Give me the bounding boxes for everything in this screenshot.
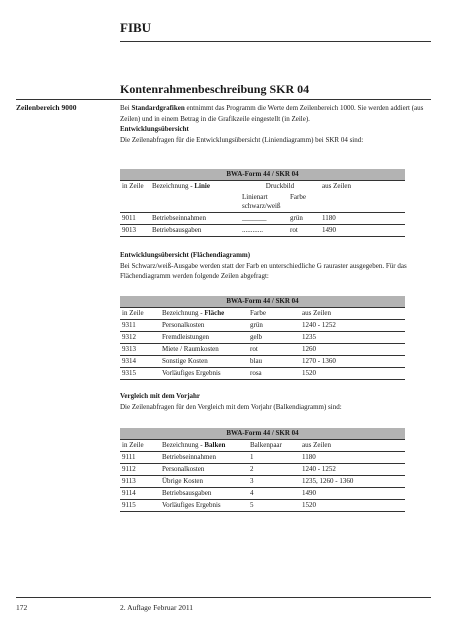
section-rule xyxy=(16,99,431,100)
table-row xyxy=(120,356,405,368)
cell-aus: 1180 xyxy=(300,452,405,464)
cell-aus: 1235, 1260 - 1360 xyxy=(300,476,405,488)
cell-aus: 1520 xyxy=(300,500,405,512)
table-row xyxy=(120,332,405,344)
table-balken xyxy=(120,428,405,512)
table-row xyxy=(120,213,405,225)
cell-aus: 1270 - 1360 xyxy=(300,356,405,368)
table-flaeche xyxy=(120,296,405,380)
cell-bez: Miete / Raumkosten xyxy=(160,344,248,356)
cell-bez: Sonstige Kosten xyxy=(160,356,248,368)
cell-in: 9311 xyxy=(120,320,160,332)
cell-paar: 1 xyxy=(248,452,300,464)
col-header-farbe: Farbe xyxy=(248,308,300,320)
table-row xyxy=(120,344,405,356)
cell-farbe: grün xyxy=(248,320,300,332)
cell-bez: Betriebsausgaben xyxy=(160,488,248,500)
page-number: 172 xyxy=(16,603,28,612)
intro-text-end: entnimmt das Programm die Werte dem Zeilenbereich 1000. Sie werden addiert (aus Zeilen) und in einem Betrag in die Grafikzeile eingestellt (in Zeile). xyxy=(120,104,424,123)
table-row xyxy=(120,225,405,237)
cell-bez: Betriebseinnahmen xyxy=(150,213,240,225)
col-header-bez-bold: Balken xyxy=(204,441,226,449)
col-header-in: in Zeile xyxy=(120,308,160,320)
table-linie xyxy=(120,169,405,237)
col-header-bez xyxy=(150,181,240,193)
cell-paar: 2 xyxy=(248,464,300,476)
cell-in: 9114 xyxy=(120,488,160,500)
intro-block xyxy=(120,103,432,145)
col-header-bez-bold: Linie xyxy=(194,182,210,190)
cell-in: 9112 xyxy=(120,464,160,476)
cell-farbe: rot xyxy=(288,225,320,237)
cell-paar: 5 xyxy=(248,500,300,512)
col-header-bez xyxy=(160,440,248,452)
cell-bez: Personalkosten xyxy=(160,320,248,332)
block3-heading: Vergleich mit dem Vorjahr xyxy=(120,392,201,400)
table-row xyxy=(120,368,405,380)
cell-linie: _______ xyxy=(240,213,288,225)
header-rule xyxy=(120,41,431,42)
cell-aus: 1260 xyxy=(300,344,405,356)
table-row xyxy=(120,476,405,488)
cell-in: 9315 xyxy=(120,368,160,380)
col-header-bez-bold: Fläche xyxy=(204,309,225,317)
cell-in: 9111 xyxy=(120,452,160,464)
cell-in: 9113 xyxy=(120,476,160,488)
footer-rule xyxy=(16,597,431,598)
cell-bez: Betriebseinnahmen xyxy=(160,452,248,464)
col-header-bez-prefix: Bezeichnung - xyxy=(162,441,205,449)
block3-text: Die Zeilenabfragen für den Vergleich mit dem Vorjahr (Balkendiagramm) sind: xyxy=(120,402,342,411)
header-title: FIBU xyxy=(120,20,152,35)
side-label: Zeilenbereich 9000 xyxy=(16,103,77,112)
intro-paragraph xyxy=(120,103,432,124)
table-title: BWA-Form 44 / SKR 04 xyxy=(120,296,405,308)
table-row xyxy=(120,488,405,500)
table-row xyxy=(120,500,405,512)
cell-farbe: grün xyxy=(288,213,320,225)
cell-aus: 1235 xyxy=(300,332,405,344)
col-header-bez-prefix: Bezeichnung - xyxy=(162,309,205,317)
block2-text: Bei Schwarz/weiß-Ausgabe werden statt der Farb en unterschiedliche G rauraster ausgegeben. Für das Flächendiagramm werden folgende Zeilen abgefragt: xyxy=(120,261,407,280)
cell-farbe: rosa xyxy=(248,368,300,380)
cell-bez: Vorläufiges Ergebnis xyxy=(160,500,248,512)
cell-bez: Fremdleistungen xyxy=(160,332,248,344)
col-header-in: in Zeile xyxy=(120,440,160,452)
cell-aus: 1180 xyxy=(320,213,405,225)
cell-farbe: rot xyxy=(248,344,300,356)
cell-aus: 1520 xyxy=(300,368,405,380)
table-row xyxy=(120,452,405,464)
block2-heading: Entwicklungsübersicht (Flächendiagramm) xyxy=(120,251,251,259)
col-header-balkenpaar: Balkenpaar xyxy=(248,440,300,452)
col-header-druckbild: Druckbild xyxy=(240,181,320,193)
section-title: Kontenrahmenbeschreibung SKR 04 xyxy=(120,82,310,96)
cell-bez: Übrige Kosten xyxy=(160,476,248,488)
cell-aus: 1490 xyxy=(300,488,405,500)
table-row xyxy=(120,320,405,332)
cell-farbe: blau xyxy=(248,356,300,368)
col-header-linienart: Linienart schwarz/weiß xyxy=(242,193,281,210)
table-title: BWA-Form 44 / SKR 04 xyxy=(120,428,405,440)
cell-bez: Betriebsausgaben xyxy=(150,225,240,237)
cell-linie: ............ xyxy=(240,225,288,237)
block3 xyxy=(120,391,432,412)
cell-paar: 3 xyxy=(248,476,300,488)
cell-bez: Personalkosten xyxy=(160,464,248,476)
col-header-farbe: Farbe xyxy=(290,193,306,201)
block1-heading: Entwicklungsübersicht xyxy=(120,125,189,133)
block2 xyxy=(120,250,432,282)
cell-paar: 4 xyxy=(248,488,300,500)
intro-bold: Standardgrafiken xyxy=(131,104,185,112)
col-header-aus: aus Zeilen xyxy=(300,308,405,320)
col-header-bez xyxy=(160,308,248,320)
col-header-aus: aus Zeilen xyxy=(320,181,405,193)
cell-in: 9011 xyxy=(120,213,150,225)
cell-in: 9313 xyxy=(120,344,160,356)
block1-text: Die Zeilenabfragen für die Entwicklungsübersicht (Liniendiagramm) bei SKR 04 sind: xyxy=(120,135,364,144)
table-row xyxy=(120,464,405,476)
cell-aus: 1240 - 1252 xyxy=(300,320,405,332)
col-header-aus: aus Zeilen xyxy=(300,440,405,452)
col-header-bez-prefix: Bezeichnung - xyxy=(152,182,195,190)
cell-in: 9312 xyxy=(120,332,160,344)
cell-aus: 1490 xyxy=(320,225,405,237)
cell-in: 9115 xyxy=(120,500,160,512)
cell-aus: 1240 - 1252 xyxy=(300,464,405,476)
cell-in: 9013 xyxy=(120,225,150,237)
table-title: BWA-Form 44 / SKR 04 xyxy=(120,169,405,181)
cell-bez: Vorläufiges Ergebnis xyxy=(160,368,248,380)
cell-farbe: gelb xyxy=(248,332,300,344)
edition-note: 2. Auflage Februar 2011 xyxy=(120,603,194,612)
cell-in: 9314 xyxy=(120,356,160,368)
intro-text-start: Bei xyxy=(120,104,132,112)
col-header-in: in Zeile xyxy=(120,181,150,193)
